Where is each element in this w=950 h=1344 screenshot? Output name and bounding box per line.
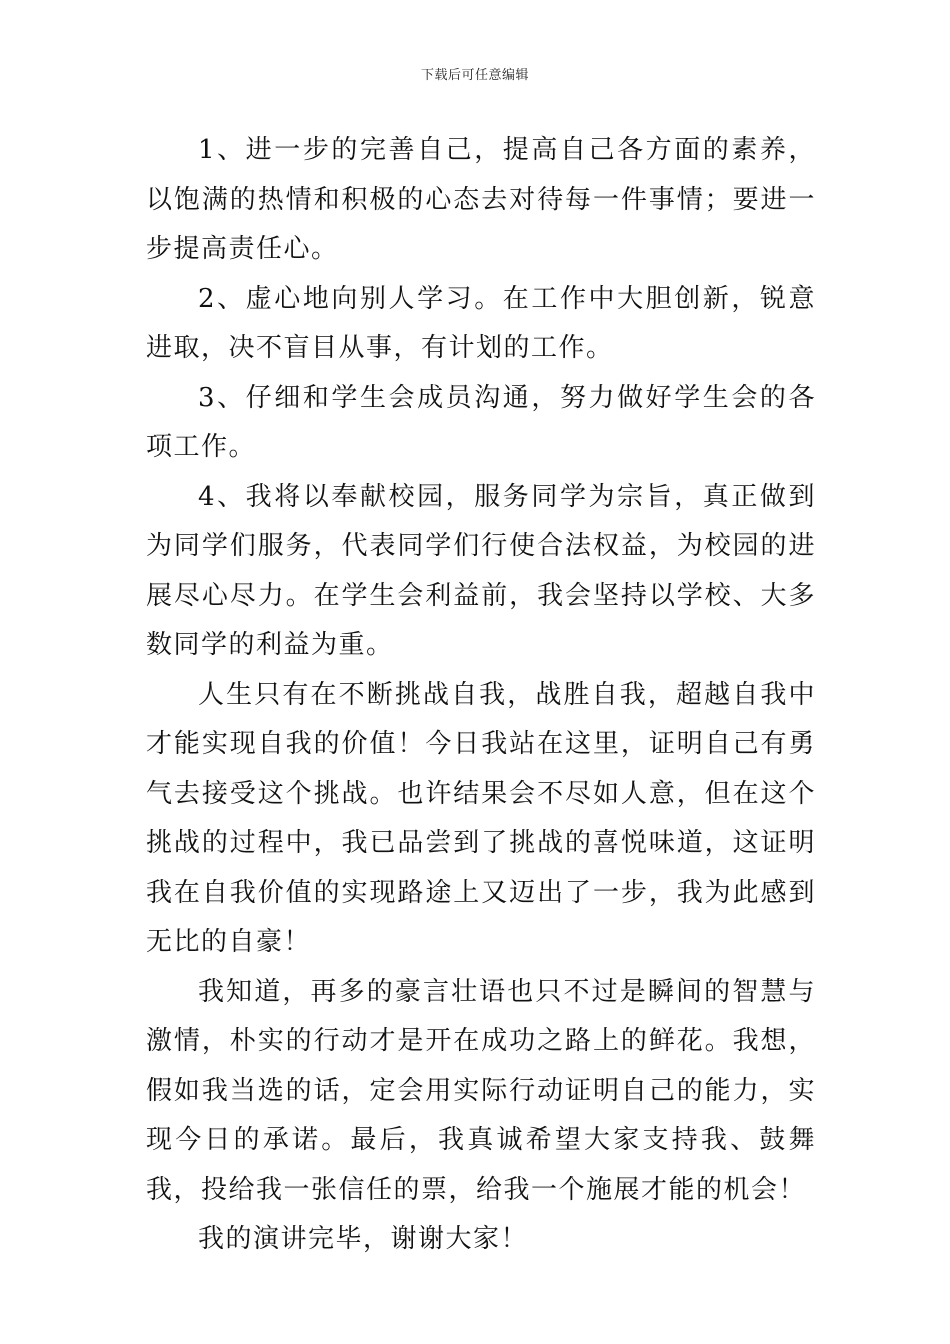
paragraph-4: 4、我将以奉献校园，服务同学为宗旨，真正做到为同学们服务，代表同学们行使合法权益，为校园的进展尽心尽力。在学生会利益前，我会坚持以学校、大多数同学的利益为重。 — [146, 481, 816, 660]
paragraph-5: 人生只有在不断挑战自我，战胜自我，超越自我中才能实现自我的价值！今日我站在这里，证明自己有勇气去接受这个挑战。也许结果会不尽如人意，但在这个挑战的过程中，我已品尝到了挑战的喜悦味道，这证明我在自我价值的实现路途上又迈出了一步，我为此感到无比的自豪！ — [146, 679, 816, 957]
paragraph-2: 2、虚心地向别人学习。在工作中大胆创新，锐意进取，决不盲目从事，有计划的工作。 — [146, 283, 816, 363]
paragraph-3: 3、仔细和学生会成员沟通，努力做好学生会的各项工作。 — [146, 382, 816, 462]
paragraph-1: 1、进一步的完善自己，提高自己各方面的素养，以饱满的热情和积极的心态去对待每一件事情；要进一步提高责任心。 — [146, 135, 816, 264]
closing-line: 我的演讲完毕，谢谢大家！ — [198, 1224, 529, 1254]
paragraph-6: 我知道，再多的豪言壮语也只不过是瞬间的智慧与激情，朴实的行动才是开在成功之路上的鲜花。我想，假如我当选的话，定会用实际行动证明自己的能力，实现今日的承诺。最后，我真诚希望大家支持我、鼓舞我，投给我一张信任的票，给我一个施展才能的机会！ — [146, 976, 816, 1205]
speech-body — [146, 126, 816, 1265]
download-note: 下载后可任意编辑 — [420, 68, 529, 83]
